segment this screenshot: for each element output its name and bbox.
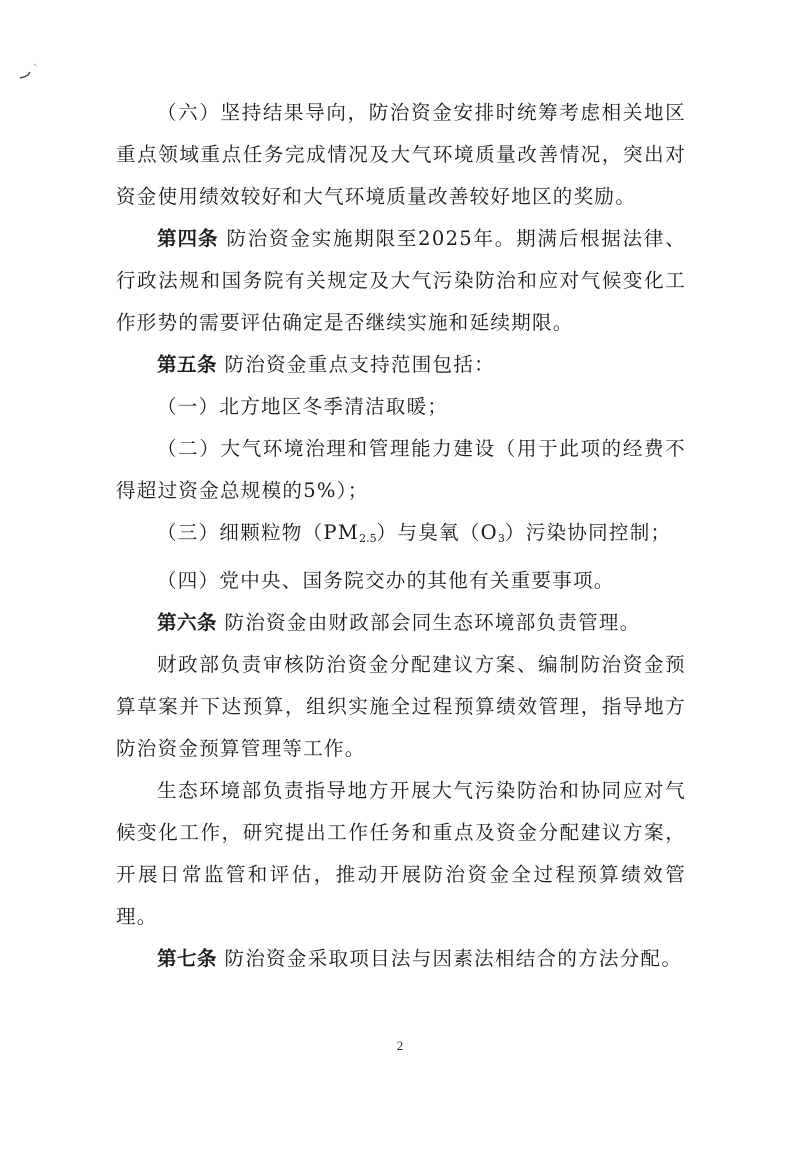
list-item-1: [116, 386, 686, 428]
paragraph-text: （六）坚持结果导向，防治资金安排时统筹考虑相关地区重点领域重点任务完成情况及大气环境质量改善情况，突出对资金使用绩效较好和大气环境质量改善较好地区的奖励。: [116, 101, 686, 208]
article-4: [116, 218, 686, 344]
article-heading: 第七条: [157, 947, 218, 970]
paragraph-ecology-ministry: [116, 770, 686, 938]
list-item-text: ）污染协同控制；: [504, 521, 672, 544]
article-text: 防治资金实施期限至2025年。期满后根据法律、行政法规和国务院有关规定及大气污染防治和应对气候变化工作形势的需要评估确定是否继续实施和延续期限。: [116, 227, 686, 334]
document-page: [116, 92, 686, 980]
article-text: 防治资金由财政部会同生态环境部负责管理。: [224, 611, 641, 634]
list-item-4: [116, 560, 686, 602]
article-text: 防治资金采取项目法与因素法相结合的方法分配。: [224, 947, 683, 970]
article-heading: 第六条: [157, 611, 218, 634]
paragraph-text: 财政部负责审核防治资金分配建议方案、编制防治资金预算草案并下达预算，组织实施全过程预算绩效管理，指导地方防治资金预算管理等工作。: [116, 653, 686, 760]
scan-artifact-mark: [18, 62, 42, 80]
list-item-text: （四）党中央、国务院交办的其他有关重要事项。: [157, 569, 615, 592]
subscript-pm25: 2.5: [359, 532, 377, 545]
paragraph-finance-ministry: [116, 644, 686, 770]
article-6: [116, 602, 686, 644]
article-heading: 第五条: [157, 353, 218, 376]
list-item-text: （三）细颗粒物（PM: [157, 521, 360, 544]
article-text: 防治资金重点支持范围包括：: [224, 353, 495, 376]
list-item-text: ）与臭氧（O: [376, 521, 498, 544]
list-item-text: （一）北方地区冬季清洁取暖；: [157, 395, 449, 418]
paragraph-item-6: [116, 92, 686, 218]
paragraph-text: 生态环境部负责指导地方开展大气污染防治和协同应对气候变化工作，研究提出工作任务和重点及资金分配建议方案，开展日常监管和评估，推动开展防治资金全过程预算绩效管理。: [116, 779, 686, 928]
article-heading: 第四条: [157, 227, 219, 250]
subscript-o3: 3: [497, 532, 505, 545]
page-number: 2: [396, 1038, 404, 1053]
list-item-text: （二）大气环境治理和管理能力建设（用于此项的经费不得超过资金总规模的5%）；: [116, 437, 686, 502]
article-7: [116, 938, 686, 980]
article-5: [116, 344, 686, 386]
list-item-2: [116, 428, 686, 512]
list-item-3: [116, 512, 686, 560]
